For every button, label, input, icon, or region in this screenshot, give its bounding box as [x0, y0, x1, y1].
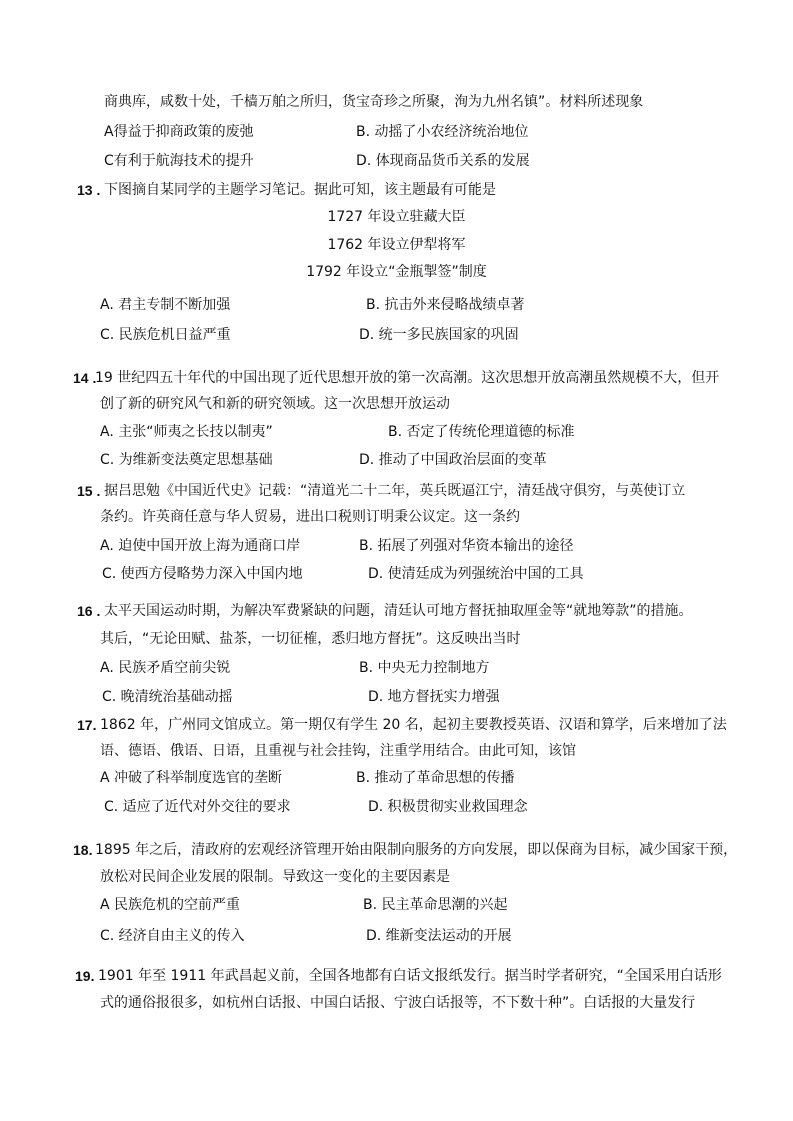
- q15-number: 15 .: [77, 483, 101, 499]
- q15-option-b: B. 拓展了列强对华资本输出的途径: [359, 538, 574, 554]
- q16-stem-line-1: 太平天国运动时期，为解决军费紧缺的问题，清廷认可地方督抚抽取厘金等“就地筹款”的措施。: [104, 603, 693, 619]
- q17-stem-line-1: 1862 年，广州同文馆成立。第一期仅有学生 20 名，起初主要教授英语、汉语和算学，后来增加了法: [100, 717, 727, 733]
- q17-number: 17.: [77, 717, 97, 733]
- q18-number: 18.: [73, 842, 93, 858]
- q12-option-c: C有利于航海技术的提升: [104, 153, 254, 169]
- q18-option-c: C. 经济自由主义的传入: [100, 928, 245, 944]
- q13-number: 13 .: [77, 182, 101, 198]
- q16-option-c: C. 晚清统治基础动摇: [102, 689, 233, 705]
- q13-stem: 下图摘自某同学的主题学习笔记。据此可知，该主题最有可能是: [104, 182, 496, 198]
- q18-stem-line-1: 1895 年之后，清政府的宏观经济管理开始由限制向服务的方向发展，即以保商为目标，减少国家干预，: [95, 842, 738, 858]
- q13-option-c: C. 民族危机日益严重: [100, 327, 231, 343]
- q12-option-d: D. 体现商品货币关系的发展: [356, 153, 530, 169]
- q14-option-a: A. 主张“师夷之长技以制夷”: [100, 424, 273, 440]
- q16-stem-line-2: 其后，“无论田赋、盐茶，一切征榷，悉归地方督抚”。这反映出当时: [100, 631, 521, 647]
- q18-option-b: B. 民主革命思潮的兴起: [363, 897, 508, 913]
- q14-option-c: C. 为维新变法奠定思想基础: [100, 452, 273, 468]
- q13-option-d: D. 统一多民族国家的巩固: [359, 327, 519, 343]
- q14-stem-line-2: 创了新的研究风气和新的研究领域。这一次思想开放运动: [100, 396, 450, 412]
- q16-number: 16 .: [77, 603, 101, 619]
- q14-stem-line-1: 19 世纪四五十年代的中国出现了近代思想开放的第一次高潮。这次思想开放高潮虽然规模不大，但开: [95, 370, 720, 386]
- q17-option-c: C. 适应了近代对外交往的要求: [104, 799, 291, 815]
- q15-stem-line-1: 据吕思勉《中国近代史》记载：“清道光二十二年，英兵既逼江宁，清廷战守俱穷，与英使订立: [104, 483, 686, 499]
- q13-note-line-2: 1762 年设立伊犁将军: [327, 237, 466, 253]
- q17-option-d: D. 积极贯彻实业救国理念: [368, 799, 528, 815]
- q15-option-c: C. 使西方侵略势力深入中国内地: [102, 566, 303, 582]
- q14-option-b: B. 否定了传统伦理道德的标准: [388, 424, 575, 440]
- q13-note-line-1: 1727 年设立驻藏大臣: [327, 209, 466, 225]
- q16-option-b: B. 中央无力控制地方: [359, 660, 490, 676]
- q12-option-b: B. 动摇了小农经济统治地位: [356, 124, 529, 140]
- q19-stem-line-1: 1901 年至 1911 年武昌起义前，全国各地都有白话文报纸发行。据当时学者研究，“全国采用白话形: [98, 968, 722, 984]
- q14-number: 14 .: [73, 370, 97, 386]
- q19-number: 19.: [75, 968, 95, 984]
- q17-option-b: B. 推动了革命思想的传播: [356, 770, 515, 786]
- q14-option-d: D. 推动了中国政治层面的变革: [359, 452, 547, 468]
- q15-option-d: D. 使清廷成为列强统治中国的工具: [368, 566, 584, 582]
- q17-stem-line-2: 语、德语、俄语、日语，且重视与社会挂钩，注重学用结合。由此可知，该馆: [100, 743, 576, 759]
- q18-stem-line-2: 放松对民间企业发展的限制。导致这一变化的主要因素是: [100, 869, 450, 885]
- q18-option-d: D. 维新变法运动的开展: [366, 928, 512, 944]
- q12-stem-continuation: 商典库，咸数十处，千樯万舶之所归，货宝奇珍之所聚，洵为九州名镇”。材料所述现象: [104, 94, 644, 110]
- q19-stem-line-2: 式的通俗报很多，如杭州白话报、中国白话报、宁波白话报等，不下数十种”。白话报的大量发行: [100, 995, 696, 1011]
- q13-note-line-3: 1792 年设立“金瓶掣签”制度: [306, 264, 487, 280]
- q16-option-a: A. 民族矛盾空前尖锐: [100, 660, 231, 676]
- q17-option-a: A 冲破了科举制度选官的垄断: [100, 770, 283, 786]
- q13-option-b: B. 抗击外来侵略战绩卓著: [366, 297, 525, 313]
- q15-option-a: A. 迫使中国开放上海为通商口岸: [100, 538, 301, 554]
- q12-option-a: A得益于抑商政策的废弛: [104, 124, 254, 140]
- q18-option-a: A 民族危机的空前严重: [100, 897, 241, 913]
- q15-stem-line-2: 条约。许英商任意与华人贸易，进出口税则订明秉公议定。这一条约: [100, 509, 520, 525]
- q16-option-d: D. 地方督抚实力增强: [368, 689, 500, 705]
- q13-option-a: A. 君主专制不断加强: [100, 297, 231, 313]
